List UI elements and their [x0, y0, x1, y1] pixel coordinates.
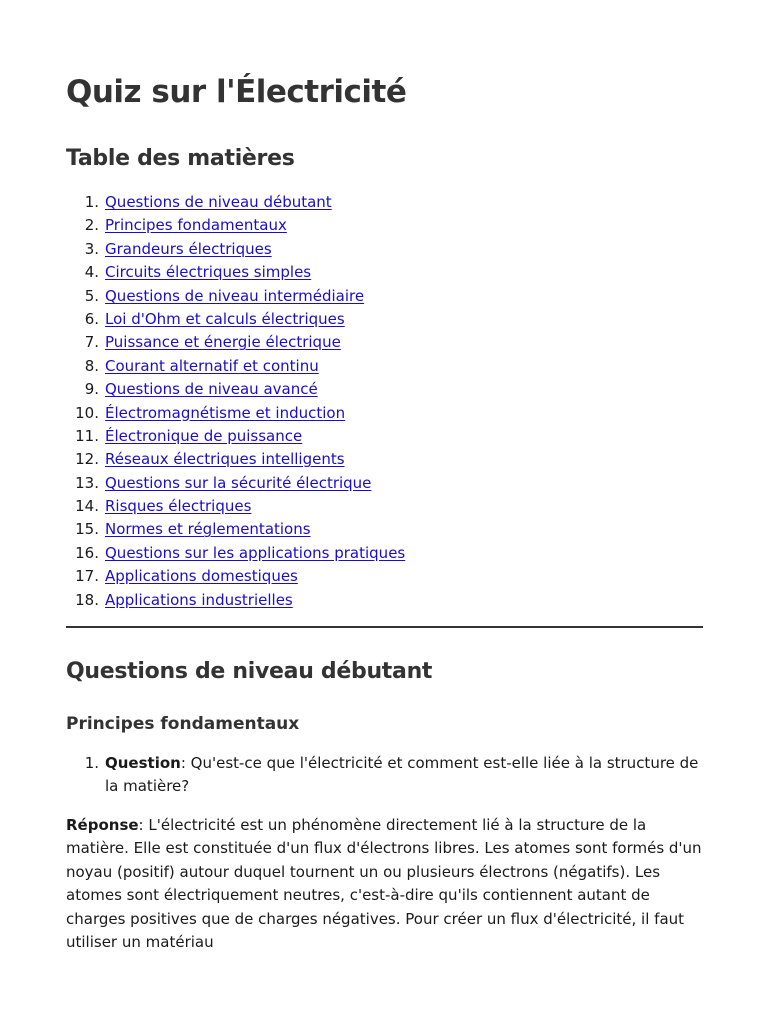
toc-item-number: 10.	[75, 403, 99, 422]
toc-item	[66, 448, 703, 471]
toc-link[interactable]: Applications industrielles	[105, 590, 293, 609]
toc-item-number: 12.	[75, 450, 99, 469]
toc-item	[66, 472, 703, 495]
toc-item	[66, 565, 703, 588]
question-number: 1.	[84, 754, 99, 772]
toc-link[interactable]: Questions sur les applications pratiques	[105, 543, 406, 562]
question-text: : Qu'est-ce que l'électricité et comment est-elle liée à la structure de la matière?	[105, 754, 699, 796]
toc-item-number: 6.	[84, 309, 99, 328]
toc-item	[66, 308, 703, 331]
toc-link[interactable]: Grandeurs électriques	[105, 239, 272, 258]
toc-link[interactable]: Principes fondamentaux	[105, 216, 287, 235]
section-heading: Questions de niveau débutant	[66, 659, 433, 684]
question-item	[66, 752, 703, 799]
toc-item-number: 3.	[84, 239, 99, 258]
toc-link[interactable]: Normes et réglementations	[105, 520, 311, 539]
question-label: Question	[105, 754, 181, 772]
toc-item	[66, 589, 703, 612]
toc-link[interactable]: Questions de niveau intermédiaire	[105, 286, 365, 305]
section-divider	[66, 626, 703, 628]
toc-item	[66, 285, 703, 308]
toc-link[interactable]: Questions de niveau débutant	[105, 193, 332, 211]
toc-link[interactable]: Questions de niveau avancé	[105, 380, 318, 399]
toc-item-number: 15.	[75, 520, 99, 539]
toc-link[interactable]: Circuits électriques simples	[105, 263, 312, 282]
toc-item	[66, 191, 703, 214]
toc-link[interactable]: Loi d'Ohm et calculs électriques	[105, 309, 345, 328]
toc-item-number: 4.	[84, 263, 99, 282]
toc-item-number: 17.	[75, 567, 99, 586]
subsection-heading: Principes fondamentaux	[66, 714, 300, 734]
toc-heading: Table des matières	[66, 146, 295, 171]
toc-item-number: 7.	[84, 333, 99, 352]
toc-link[interactable]: Applications domestiques	[105, 567, 298, 586]
answer-label: Réponse	[66, 816, 139, 834]
toc-item-number: 16.	[75, 543, 99, 562]
toc-item	[66, 238, 703, 261]
toc-item	[66, 261, 703, 284]
toc-link[interactable]: Courant alternatif et continu	[105, 356, 319, 375]
toc-item	[66, 402, 703, 425]
toc-item-number: 2.	[84, 216, 99, 235]
toc-item-number: 13.	[75, 473, 99, 492]
toc-link[interactable]: Électronique de puissance	[105, 426, 303, 445]
toc-item	[66, 331, 703, 354]
toc-item	[66, 542, 703, 565]
toc-link[interactable]: Risques électriques	[105, 497, 252, 516]
toc-item-number: 1.	[84, 193, 99, 211]
toc-item-number: 8.	[84, 356, 99, 375]
toc-item	[66, 214, 703, 237]
question-list	[66, 752, 703, 799]
toc-item-number: 11.	[75, 426, 99, 445]
answer-paragraph	[66, 814, 703, 954]
toc-item-number: 5.	[84, 286, 99, 305]
toc-link[interactable]: Questions sur la sécurité électrique	[105, 473, 372, 492]
toc-item-number: 14.	[75, 497, 99, 516]
toc-item	[66, 495, 703, 518]
toc-item	[66, 518, 703, 541]
toc-item-number: 9.	[84, 380, 99, 399]
toc-link[interactable]: Puissance et énergie électrique	[105, 333, 341, 352]
table-of-contents	[66, 191, 703, 612]
toc-item-number: 18.	[75, 590, 99, 609]
page-title: Quiz sur l'Électricité	[66, 74, 407, 110]
toc-item	[66, 425, 703, 448]
toc-link[interactable]: Électromagnétisme et induction	[105, 403, 346, 422]
toc-link[interactable]: Réseaux électriques intelligents	[105, 450, 345, 469]
answer-text: : L'électricité est un phénomène directement lié à la structure de la matière. Elle est constituée d'un flux d'électrons libres. Les atomes sont formés d'un noyau (positif) autour duquel tournent un ou plusieurs électrons (négatifs). Les atomes sont électriquement neutres, c'est-à-dire qu'ils contiennent autant de charges positives que de charges négatives. Pour créer un flux d'électricité, il faut utiliser un matériau	[66, 816, 702, 952]
toc-item	[66, 355, 703, 378]
toc-item	[66, 378, 703, 401]
